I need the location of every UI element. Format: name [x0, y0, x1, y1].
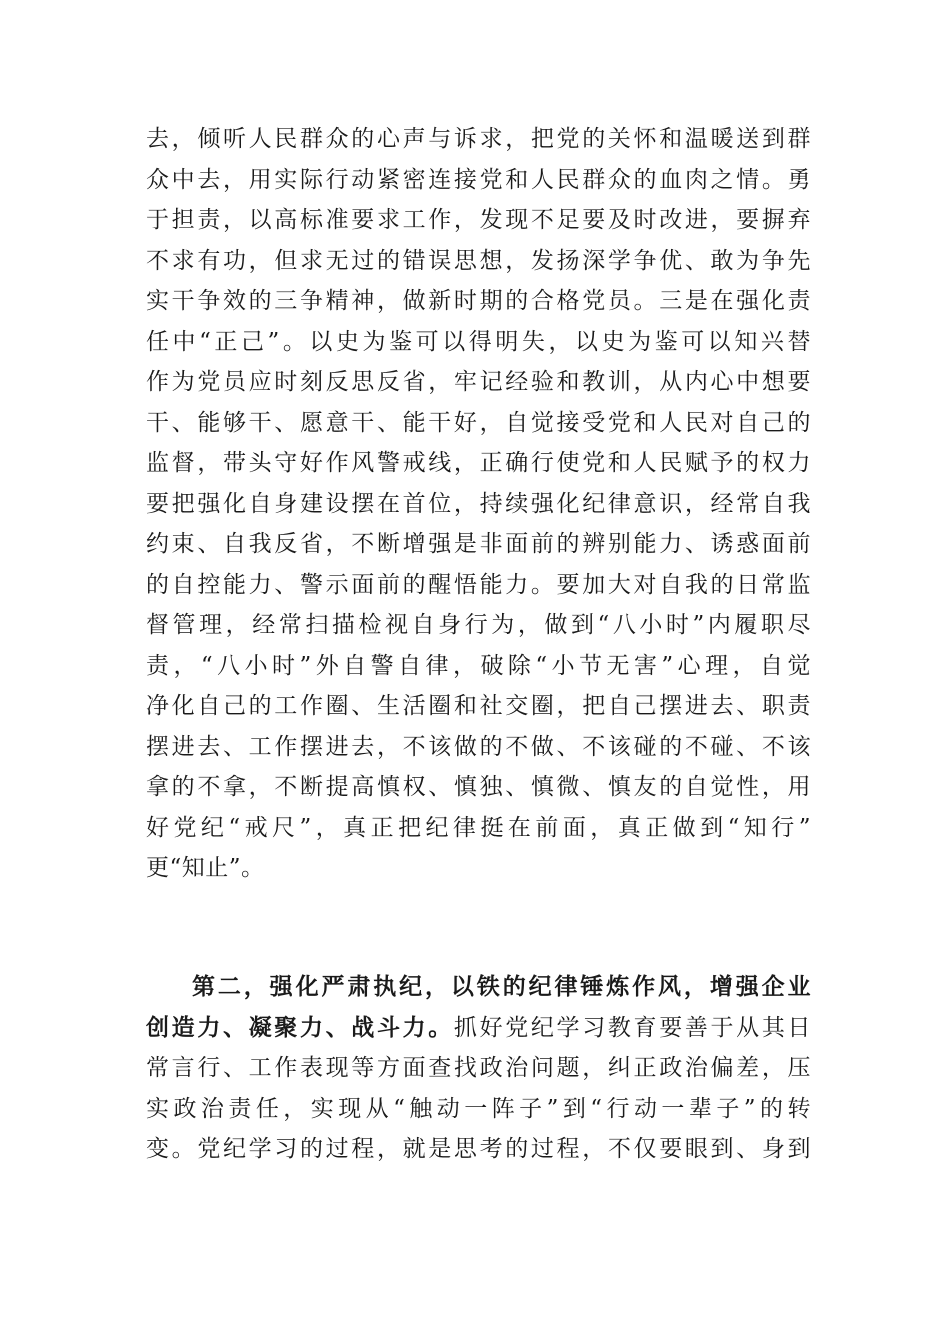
text-line: 约束、自我反省，不断增强是非面前的辨别能力、诱惑面前: [146, 531, 811, 557]
text-line: 作为党员应时刻反思反省，牢记经验和教训，从内心中想要: [146, 369, 811, 395]
text-span: 抓好党纪学习教育要善于从其日: [453, 1014, 812, 1041]
heading-line: 第二，强化严肃执纪，以铁的纪律锤炼作风，增强企业: [192, 974, 811, 1000]
text-line: 摆进去、工作摆进去，不该做的不做、不该碰的不碰、不该: [146, 733, 811, 760]
text-line: 净化自己的工作圈、生活圈和社交圈，把自己摆进去、职责: [146, 693, 811, 719]
text-line: 不求有功，但求无过的错误思想，发扬深学争优、敢为争先: [146, 247, 811, 274]
text-line: 拿的不拿，不断提高慎权、慎独、慎微、慎友的自觉性，用: [146, 774, 811, 800]
text-line: 监督，带头守好作风警戒线，正确行使党和人民赋予的权力: [146, 450, 811, 476]
text-line: 干、能够干、愿意干、能干好，自觉接受党和人民对自己的: [146, 409, 811, 436]
text-line: 责，“八小时”外自警自律，破除“小节无害”心理，自觉: [146, 652, 811, 679]
text-line: 众中去，用实际行动紧密连接党和人民群众的血肉之情。勇: [146, 166, 811, 193]
text-line: 要把强化自身建设摆在首位，持续强化纪律意识，经常自我: [146, 490, 811, 517]
text-line: 实干争效的三争精神，做新时期的合格党员。三是在强化责: [146, 288, 811, 314]
text-line: 于担责，以高标准要求工作，发现不足要及时改进，要摒弃: [146, 207, 811, 233]
heading-continuation: 创造力、凝聚力、战斗力。: [146, 1014, 454, 1041]
text-line-mixed: [146, 1008, 811, 1049]
text-line: 督管理，经常扫描检视自身行为，做到“八小时”内履职尽: [146, 612, 811, 638]
paragraph-1: [146, 119, 811, 889]
text-line: 去，倾听人民群众的心声与诉求，把党的关怀和温暖送到群: [146, 126, 811, 152]
text-line: 好党纪“戒尺”，真正把纪律挺在前面，真正做到“知行”: [146, 814, 811, 841]
text-line: 的自控能力、警示面前的醒悟能力。要加大对自我的日常监: [146, 571, 811, 598]
text-line: 常言行、工作表现等方面查找政治问题，纠正政治偏差，压: [146, 1055, 811, 1081]
text-line: 变。党纪学习的过程，就是思考的过程，不仅要眼到、身到: [146, 1136, 811, 1162]
text-line: 任中“正己”。以史为鉴可以得明失，以史为鉴可以知兴替: [146, 328, 811, 355]
paragraph-2: [146, 967, 811, 1170]
text-line: 更“知止”。: [146, 855, 265, 881]
text-line: 实政治责任，实现从“触动一阵子”到“行动一辈子”的转: [146, 1095, 811, 1122]
